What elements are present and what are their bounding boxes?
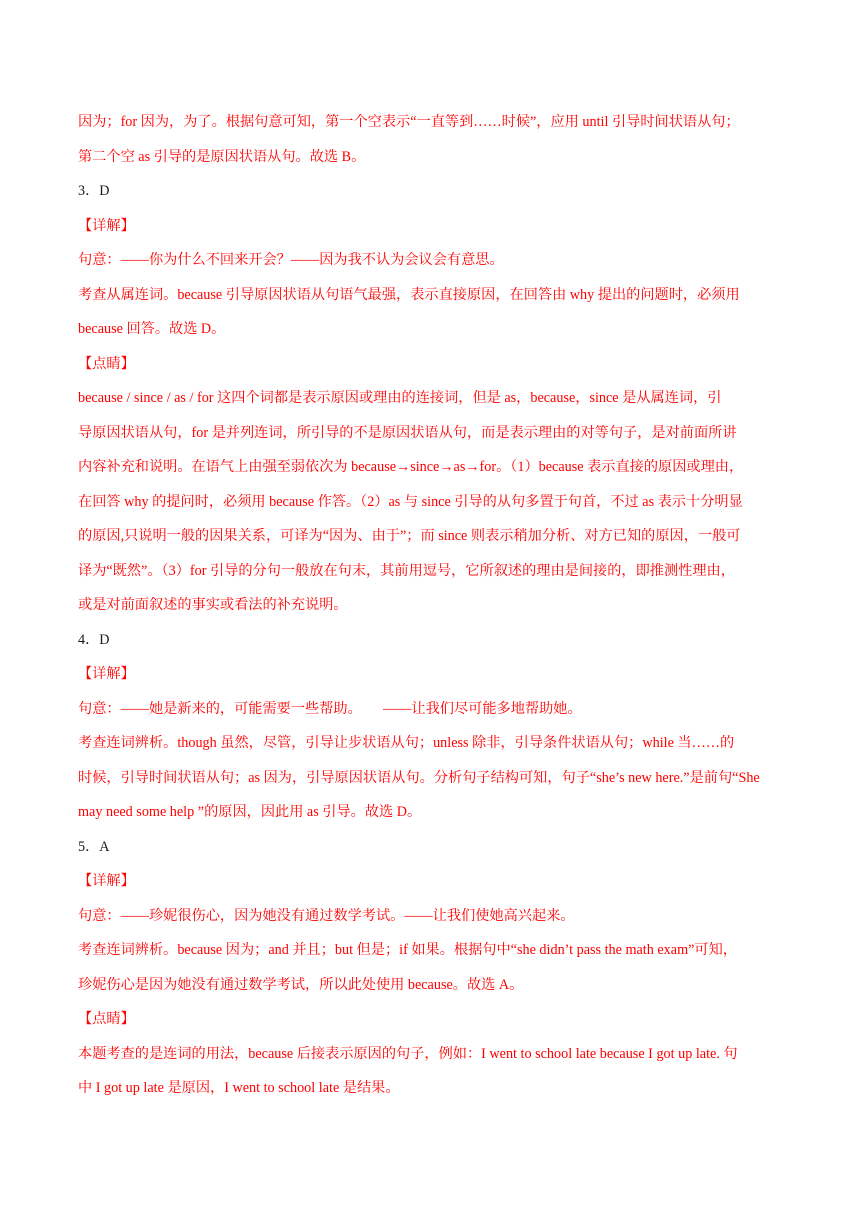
text-line-05: 句意：——你为什么不回来开会？——因为我不认为会议会有意思。 bbox=[78, 252, 504, 268]
text-line-14: 译为“既然”。（3）for 引导的分句一般放在句末，其前用逗号，它所叙述的理由是间接的，即推测性理由， bbox=[78, 562, 735, 579]
section-heading-key-point: 【点睛】 bbox=[78, 355, 135, 372]
text-line-12: 在回答 why 的提问时，必须用 because 作答。（2）as 与 since 引导的从句多置于句首，不过 as 表示十分明显 bbox=[78, 493, 743, 510]
text-line-07: because 回答。故选 D。 bbox=[78, 321, 226, 337]
text-line-15: 或是对前面叙述的事实或看法的补充说明。 bbox=[78, 597, 348, 613]
section-heading-explanation: 【详解】 bbox=[78, 666, 135, 682]
text-line-06: 考查从属连词。because 引导原因状语从句语气最强，表示直接原因，在回答由 why 提出的问题时，必须用 bbox=[78, 286, 740, 303]
text-line-24: 句意：——珍妮很伤心，因为她没有通过数学考试。——让我们使她高兴起来。 bbox=[78, 907, 575, 924]
question-4-answer: 4．D bbox=[78, 631, 110, 648]
text-line-18: 句意：——她是新来的，可能需要一些帮助。 ——让我们尽可能多地帮助她。 bbox=[78, 700, 582, 717]
text-line-10: 导原因状语从句，for 是并列连词，所引导的不是原因状语从句，而是表示理由的对等句子，是对前面所讲 bbox=[78, 424, 737, 441]
question-3-answer: 3．D bbox=[78, 183, 110, 199]
text-line-20: 时候，引导时间状语从句；as 因为，引导原因状语从句。分析句子结构可知，句子“she’s new here.”是前句“She bbox=[78, 769, 760, 786]
text-line-02: 第二个空 as 引导的是原因状语从句。故选 B。 bbox=[78, 148, 366, 165]
text-line-09: because / since / as / for 这四个词都是表示原因或理由的连接词，但是 as，because，since 是从属连词，引 bbox=[78, 390, 722, 406]
section-heading-explanation: 【详解】 bbox=[78, 873, 135, 889]
section-heading-explanation: 【详解】 bbox=[78, 217, 135, 234]
text-line-13: 的原因,只说明一般的因果关系，可译为“因为、由于”；而 since 则表示稍加分析、对方已知的原因，一般可 bbox=[78, 528, 741, 544]
text-line-28: 本题考查的是连词的用法，because 后接表示原因的句子，例如：I went to school late because I got up late. 句 bbox=[78, 1045, 738, 1062]
text-line-29: 中 I got up late 是原因，I went to school late 是结果。 bbox=[78, 1080, 400, 1096]
text-line-25: 考查连词辨析。because 因为；and 并且；but 但是；if 如果。根据句中“she didn’t pass the math exam”可知， bbox=[78, 942, 737, 958]
text-line-01: 因为；for 因为，为了。根据句意可知，第一个空表示“一直等到……时候”，应用 until 引导时间状语从句； bbox=[78, 114, 740, 130]
text-line-26: 珍妮伤心是因为她没有通过数学考试，所以此处使用 because。故选 A。 bbox=[78, 976, 524, 993]
section-heading-key-point: 【点睛】 bbox=[78, 1011, 135, 1027]
text-line-21: may need some help ”的原因，因此用 as 引导。故选 D。 bbox=[78, 804, 422, 820]
text-line-19: 考查连词辨析。though 虽然，尽管，引导让步状语从句；unless 除非，引导条件状语从句；while 当……的 bbox=[78, 735, 735, 751]
answer-explanations bbox=[78, 105, 784, 1106]
question-5-answer: 5．A bbox=[78, 838, 110, 855]
text-line-11: 内容补充和说明。在语气上由强至弱依次为 because→since→as→for。（1）because 表示直接的原因或理由， bbox=[78, 459, 744, 475]
